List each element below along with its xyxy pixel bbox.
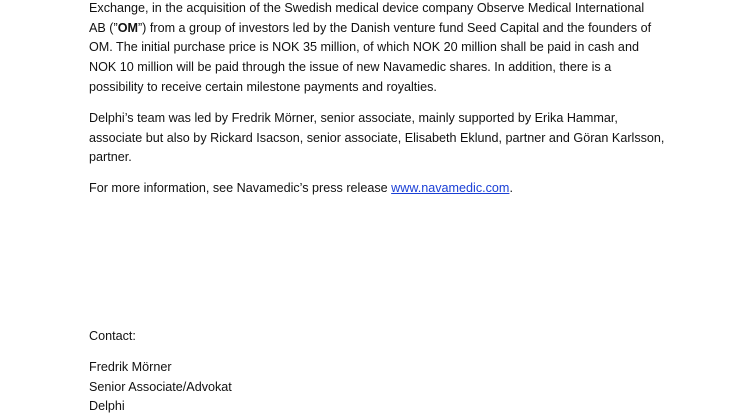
paragraph-more-info	[89, 179, 669, 199]
text-line: associate but also by Rickard Isacson, senior associate, Elisabeth Eklund, partner and Göran Karlsson,	[89, 130, 665, 145]
text-fragment: ”) from a group of investors led by the Danish venture fund Seed Capital and the founders of	[137, 20, 652, 35]
paragraph-acquisition	[89, 0, 669, 98]
bold-abbreviation: OM	[117, 20, 138, 35]
contact-company: Delphi	[89, 399, 125, 414]
press-release-link[interactable]: www.navamedic.com	[391, 181, 510, 195]
text-line	[89, 19, 669, 39]
text-fragment: For more information, see Navamedic’s press release	[89, 181, 392, 195]
text-line: NOK 10 million will be paid through the issue of new Navamedic shares. In addition, there is a	[89, 60, 612, 75]
paragraph-team	[89, 109, 669, 168]
contact-label: Contact:	[89, 329, 136, 343]
text-line: OM. The initial purchase price is NOK 35 million, of which NOK 20 million shall be paid in cash and	[89, 40, 639, 55]
contact-name: Fredrik Mörner	[89, 360, 172, 374]
text-fragment: .	[509, 181, 513, 195]
text-line: possibility to receive certain milestone payments and royalties.	[89, 79, 437, 94]
text-line: Delphi’s team was led by Fredrik Mörner, senior associate, mainly supported by Erika Hammar,	[89, 111, 618, 125]
text-fragment: AB (”	[89, 20, 118, 35]
text-line: partner.	[89, 150, 132, 165]
contact-title: Senior Associate/Advokat	[89, 379, 232, 394]
text-line: Exchange, in the acquisition of the Swedish medical device company Observe Medical International	[89, 1, 645, 15]
text-line	[89, 179, 669, 199]
contact-details	[89, 358, 232, 417]
